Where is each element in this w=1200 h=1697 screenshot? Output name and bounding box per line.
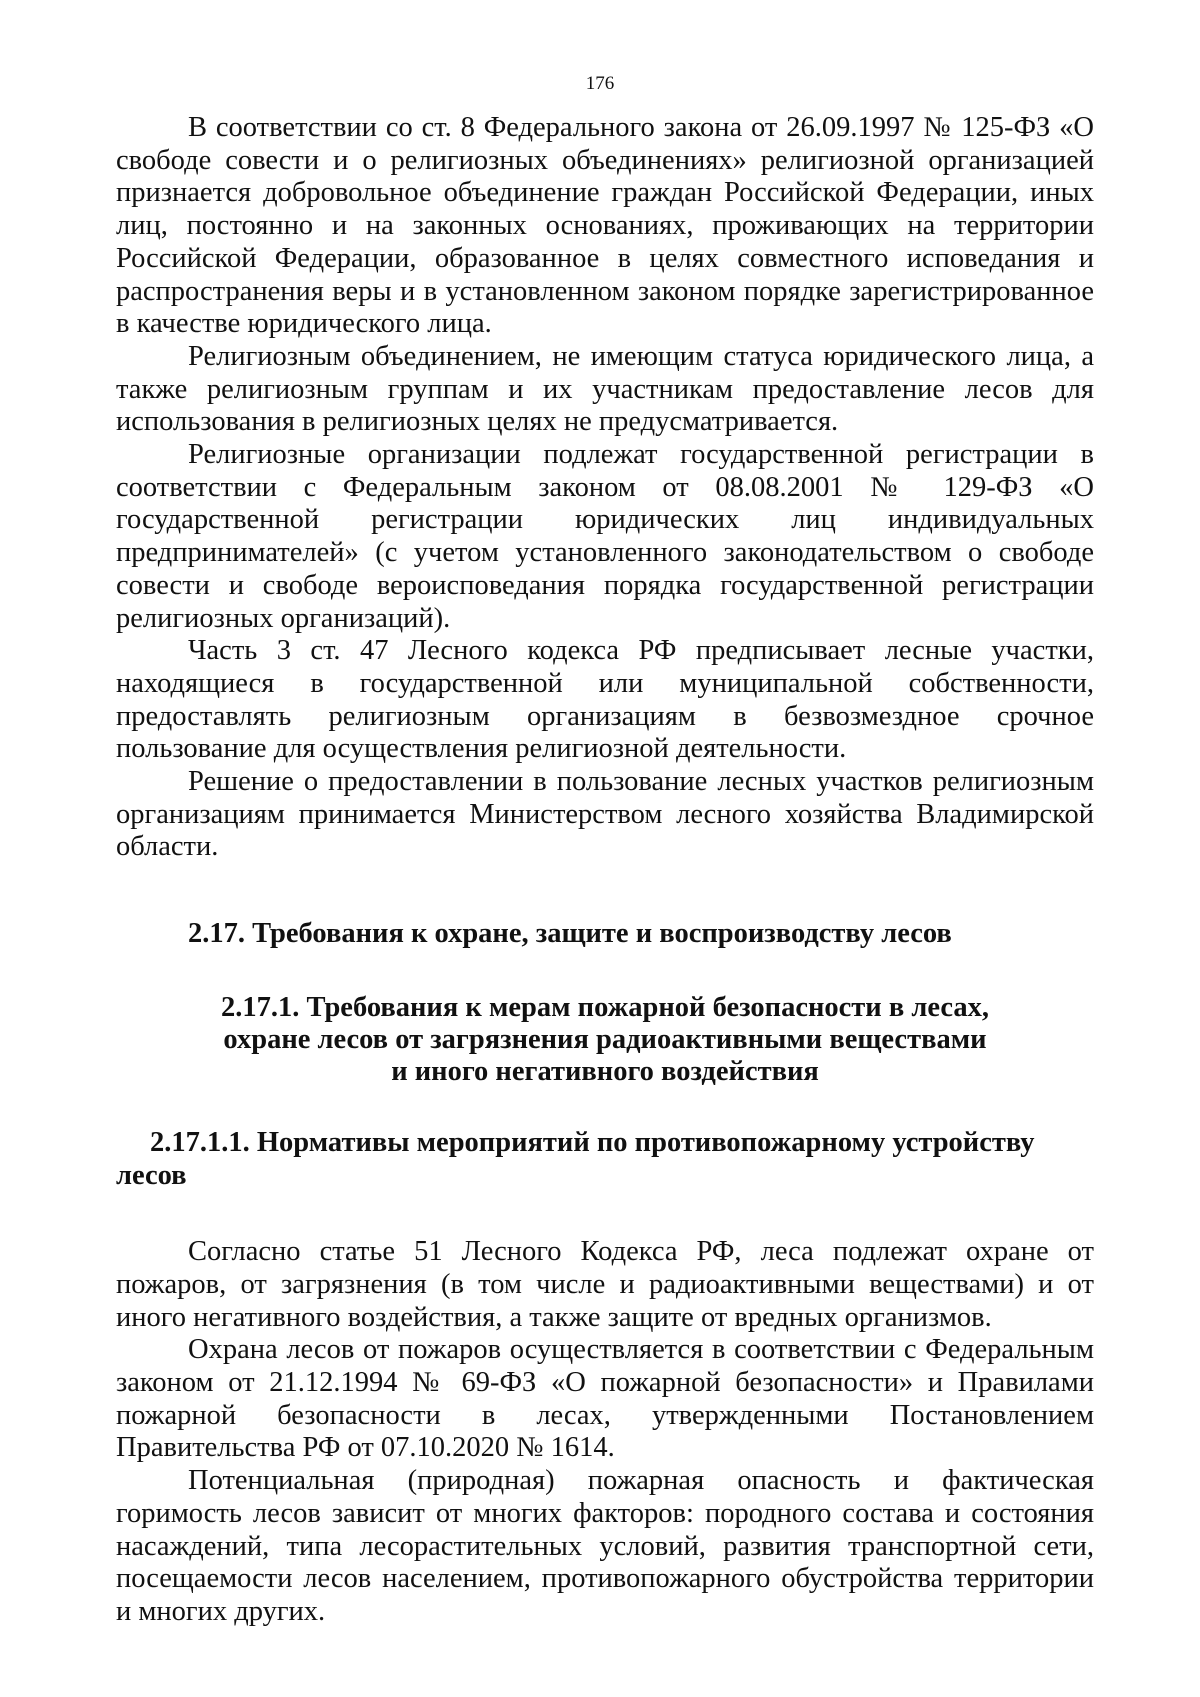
paragraph: Религиозные организации подлежат государственной регистрации в соответствии с Федеральным законом от 08.08.2001 № 129-ФЗ «О государственной регистрации юридических лиц индивидуальных предпринимателей» (с учетом установленного законодательством о свободе совести и свободе вероисповедания порядка государственной регистрации религиозных организаций). (116, 439, 1094, 634)
paragraph: Религиозным объединением, не имеющим статуса юридического лица, а также религиозным группам и их участникам предоставление лесов для использования в религиозных целях не предусматривается. (116, 340, 1094, 438)
subsubsection-heading: 2.17.1.1. Нормативы мероприятий по противопожарному устройству лесов (116, 1127, 1035, 1192)
subsection-heading-line: охране лесов от загрязнения радиоактивными веществами (223, 1024, 987, 1056)
paragraph: Охрана лесов от пожаров осуществляется в соответствии с Федеральным законом от 21.12.1994 № 69-ФЗ «О пожарной безопасности» и Правилами пожарной безопасности в лесах, утвержденными Постановлением Правительства РФ от 07.10.2020 № 1614. (116, 1334, 1094, 1464)
paragraph: В соответствии со ст. 8 Федерального закона от 26.09.1997 № 125-ФЗ «О свободе совести и о религиозных объединениях» религиозной организацией признается добровольное объединение граждан Российской Федерации, иных лиц, постоянно и на законных основаниях, проживающих на территории Российской Федерации, образованное в целях совместного исповедания и распространения веры и в установленном законом порядке зарегистрированное в качестве юридического лица. (116, 112, 1094, 340)
subsection-heading (116, 992, 1094, 1088)
page-content (116, 112, 1094, 1629)
page-number: 176 (585, 73, 615, 94)
paragraph: Согласно статье 51 Лесного Кодекса РФ, леса подлежат охране от пожаров, от загрязнения (в том числе и радиоактивными веществами) и от иного негативного воздействия, а также защите от вредных организмов. (116, 1236, 1094, 1333)
spacer (116, 1192, 1094, 1236)
paragraph: Потенциальная (природная) пожарная опасность и фактическая горимость лесов зависит от многих факторов: породного состава и состояния насаждений, типа лесорастительных условий, развития транспортной сети, посещаемости лесов населением, противопожарного обустройства территории и многих других. (116, 1465, 1094, 1627)
paragraph: Решение о предоставлении в пользование лесных участков религиозным организациям принимается Министерством лесного хозяйства Владимирской области. (116, 766, 1094, 863)
subsection-heading-line: 2.17.1. Требования к мерам пожарной безопасности в лесах, (221, 992, 989, 1024)
paragraph: Часть 3 ст. 47 Лесного кодекса РФ предписывает лесные участки, находящиеся в государственной или муниципальной собственности, предоставлять религиозным организациям в безвозмездное срочное пользование для осуществления религиозной деятельности. (116, 635, 1094, 765)
subsection-heading-line: и иного негативного воздействия (391, 1056, 819, 1088)
section-heading: 2.17. Требования к охране, защите и воспроизводству лесов (188, 918, 952, 950)
